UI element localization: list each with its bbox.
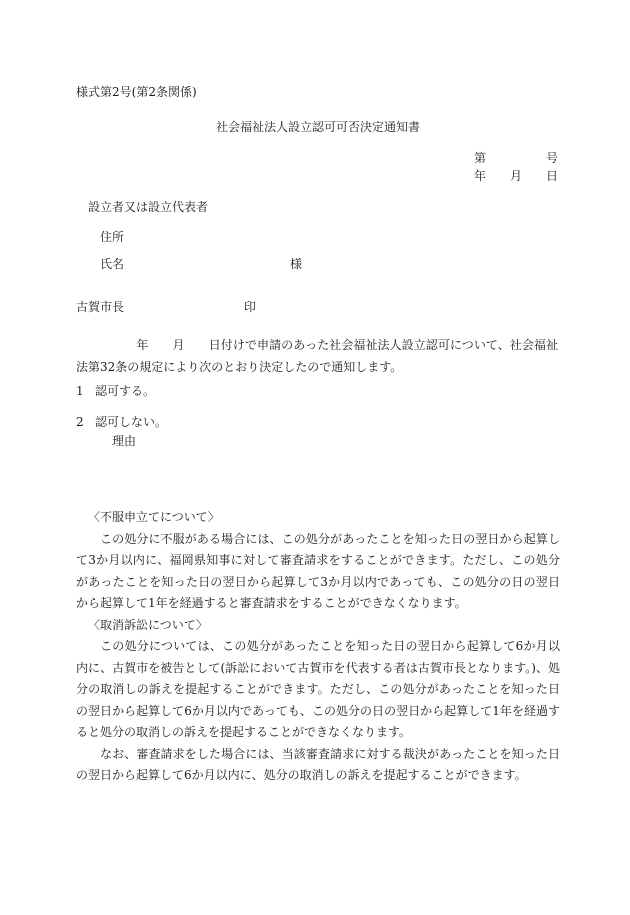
lawsuit-text: この処分については、この処分があったことを知った日の翌日から起算して6か月以内に、古賀市を被告として(訴訟において古賀市を代表する者は古賀市長となります。)、処分の取消しの訴えを提起することができます。ただし、この処分があったことを知った日の翌日から起算して6か月以内であっても、この処分の日の翌日から起算して1年を経過すると処分の取消しの訴えを提起することができなくなります。 — [76, 639, 560, 739]
honorific: 様 — [290, 257, 303, 271]
option-1-number: 1 — [76, 384, 84, 398]
date-day: 日 — [546, 169, 559, 183]
seal-mark: 印 — [244, 300, 257, 314]
objection-heading: 〈不服申立てについて〉 — [88, 510, 220, 524]
option-2-text: 認可しない。 — [95, 415, 168, 429]
doc-number-prefix: 第 — [474, 151, 487, 165]
addressee-heading: 設立者又は設立代表者 — [88, 200, 209, 214]
date-year: 年 — [474, 169, 487, 183]
document-title: 社会福祉法人設立認可可否決定通知書 — [216, 120, 421, 134]
lawsuit-note: なお、審査請求をした場合には、当該審査請求に対する裁決があったことを知った日の翌日から起算して6か月以内に、処分の取消しの訴えを提起することができます。 — [76, 746, 560, 782]
date-month: 月 — [510, 169, 523, 183]
sender-title: 古賀市長 — [76, 300, 125, 314]
body-text: 年 月 日付けで申請のあった社会福祉法人設立認可について、社会福祉法第32条の規定により次のとおり決定したので通知します。 — [76, 338, 558, 374]
objection-text: この処分に不服がある場合には、この処分があったことを知った日の翌日から起算して3か月以内に、福岡県知事に対して審査請求をすることができます。ただし、この処分があったことを知った日の翌日から起算して3か月以内であっても、この処分の日の翌日から起算して1年を経過すると審査請求をすることができなくなります。 — [76, 531, 560, 610]
address-label: 住所 — [100, 230, 125, 244]
form-label: 様式第2号(第2条関係) — [76, 85, 197, 99]
doc-number-suffix: 号 — [546, 151, 559, 165]
option-1-text: 認可する。 — [95, 384, 156, 398]
appeal-notice — [76, 507, 560, 787]
name-label: 氏名 — [100, 257, 125, 271]
lawsuit-heading: 〈取消訴訟について〉 — [88, 617, 208, 632]
option-2-number: 2 — [76, 415, 84, 429]
reason-label: 理由 — [112, 434, 137, 448]
